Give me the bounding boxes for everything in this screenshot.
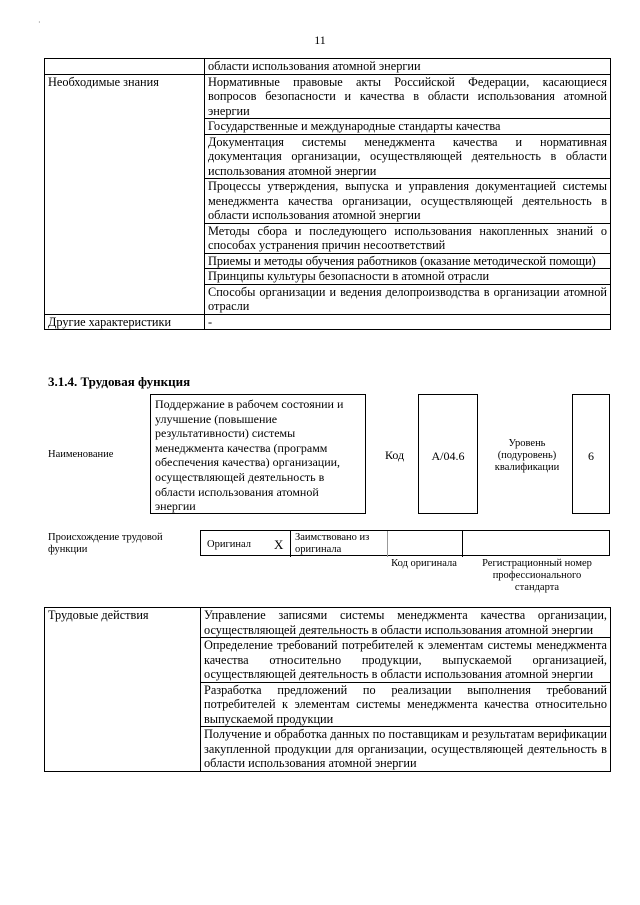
knowledge-label: Необходимые знания (45, 74, 205, 314)
section-title: 3.1.4. Трудовая функция (48, 374, 191, 389)
corner-mark: · (38, 18, 41, 27)
original-label: Оригинал (207, 539, 251, 550)
divider (290, 531, 291, 557)
knowledge-item: Методы сбора и последующего использования накопленных знаний о способах устранения причин несоответствий (205, 223, 611, 253)
code-original-caption: Код оригинала (391, 558, 457, 569)
divider (387, 531, 388, 557)
level-label: Уровень (подуровень) квалификации (494, 438, 560, 473)
knowledge-item: Государственные и международные стандарты качества (205, 119, 611, 135)
code-value: А/04.6 (431, 449, 465, 463)
knowledge-item: Принципы культуры безопасности в атомной отрасли (205, 269, 611, 285)
action-item: Разработка предложений по реализации выполнения требований потребителей к элементам системы менеджмента качества относительно выпускаемой продукции (201, 682, 611, 727)
level-value: 6 (588, 449, 594, 463)
borrowed-label: Заимствовано из оригинала (295, 532, 370, 555)
knowledge-table (44, 58, 611, 330)
actions-table (44, 607, 611, 772)
knowledge-item: Способы организации и ведения делопроизводства в организации атомной отрасли (205, 284, 611, 314)
knowledge-item: Приемы и методы обучения работников (оказание методической помощи) (205, 253, 611, 269)
page-number: 11 (314, 33, 326, 47)
knowledge-item: Нормативные правовые акты Российской Федерации, касающиеся вопросов безопасности и качества в области использования атомной энергии (205, 74, 611, 119)
reg-number-caption: Регистрационный номер профессионального стандарта (482, 558, 592, 593)
other-characteristics-value: - (205, 314, 611, 330)
origin-label: Происхождение трудовой функции (48, 532, 163, 555)
original-check-mark: Х (274, 537, 284, 552)
action-item: Получение и обработка данных по поставщикам и результатам верификации закупленной продукции для организации, осуществляющей деятельность в области использования атомной энергии (201, 727, 611, 772)
level-box (572, 394, 610, 514)
origin-row (200, 530, 610, 556)
table-row (45, 74, 611, 119)
knowledge-item: Документация системы менеджмента качества и нормативная документация организации, осуществляющей деятельность в области использования атомной энергии (205, 134, 611, 179)
function-name-box: Поддержание в рабочем состоянии и улучшение (повышение результативности) системы менеджмента качества (программ обеспечения качества) организации, осуществляющей деятельность в области использования атомной энергии (150, 394, 366, 514)
divider (462, 531, 463, 557)
actions-label: Трудовые действия (45, 608, 201, 772)
action-item: Определение требований потребителей к элементам системы менеджмента качества относительно продукции, выпускаемой организацией, осуществляющей деятельность в области использования атомной энергии (201, 638, 611, 683)
continued-text-cell: области использования атомной энергии (205, 59, 611, 75)
action-item: Управление записями системы менеджмента качества организации, осуществляющей деятельность в области использования атомной энергии (201, 608, 611, 638)
table-row (45, 314, 611, 330)
table-row (45, 59, 611, 75)
name-label: Наименование (48, 449, 114, 460)
code-box (418, 394, 478, 514)
table-cell-empty (45, 59, 205, 75)
table-row (45, 608, 611, 638)
other-characteristics-label: Другие характеристики (45, 314, 205, 330)
code-label: Код (385, 448, 405, 462)
knowledge-item: Процессы утверждения, выпуска и управления документацией системы менеджмента качества организации, осуществляющей деятельность в области использования атомной энергии (205, 179, 611, 224)
